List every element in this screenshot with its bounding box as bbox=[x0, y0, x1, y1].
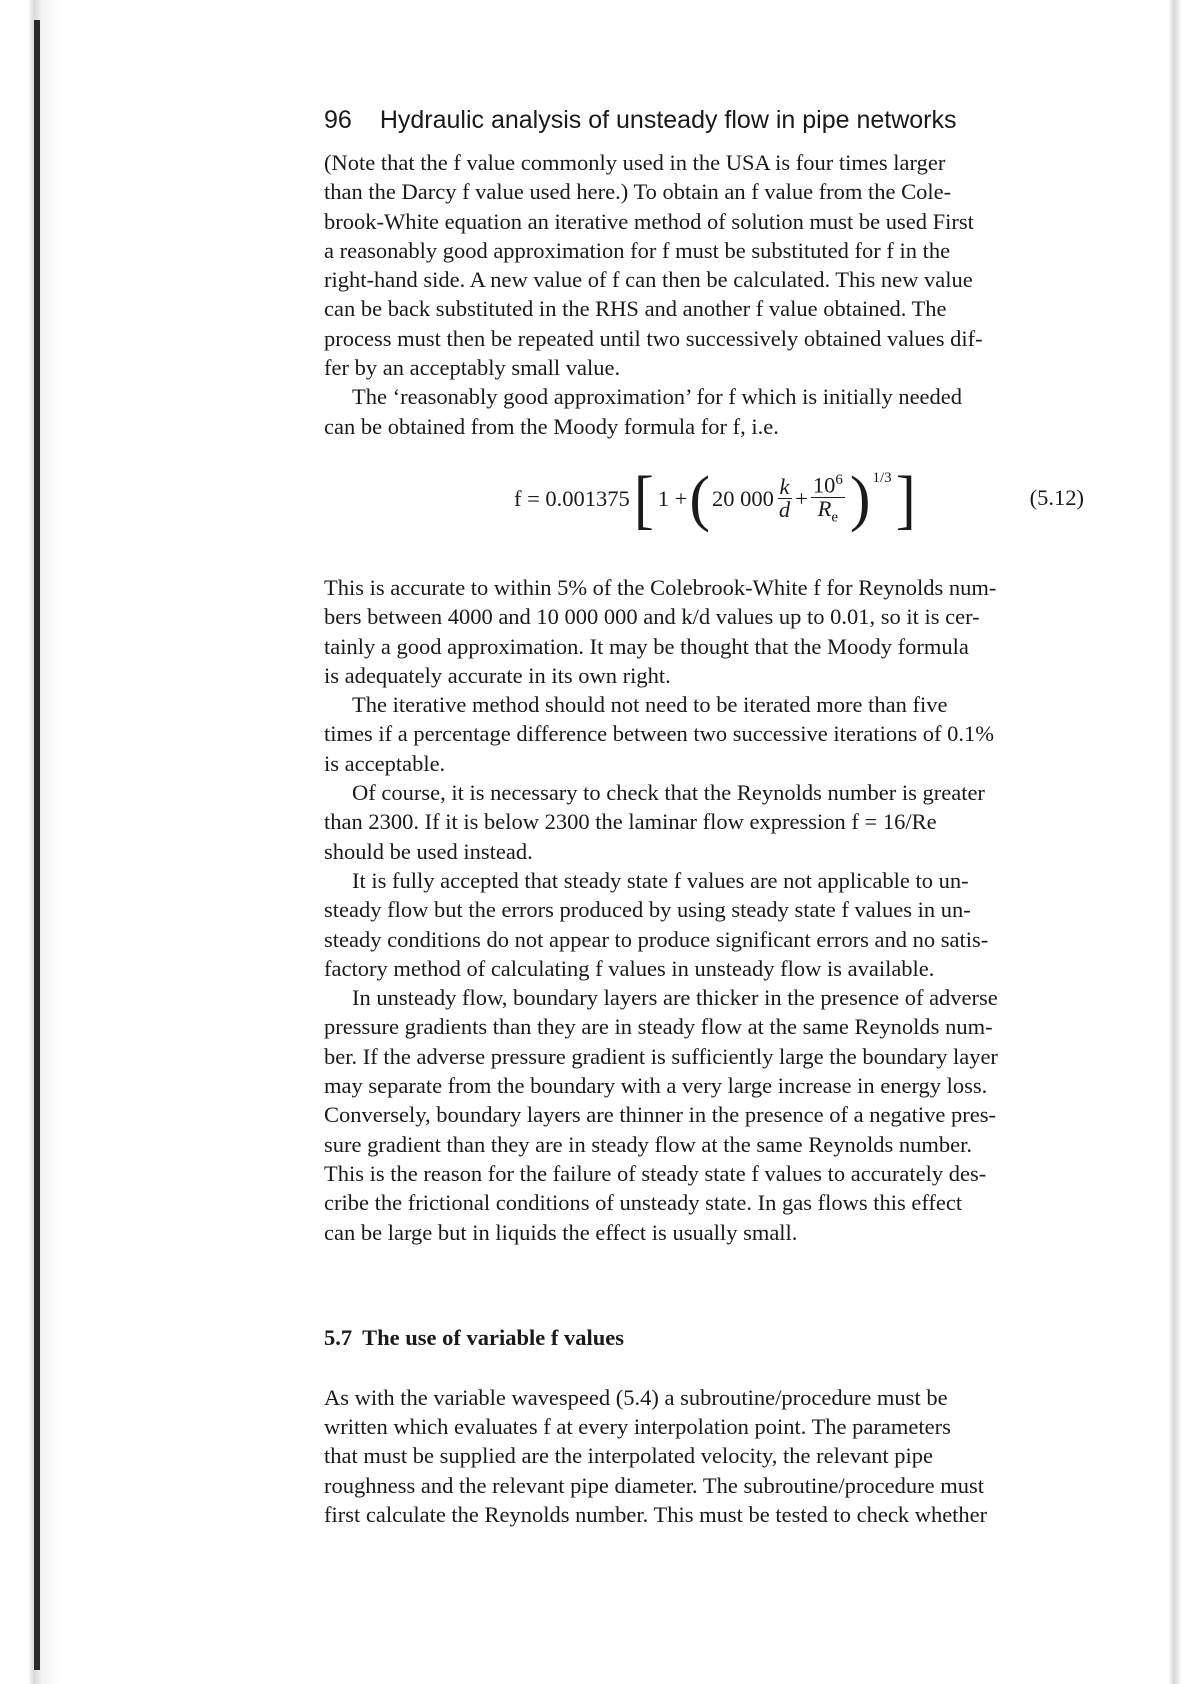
text-line: cribe the frictional conditions of unsteady state. In gas flows this effect bbox=[324, 1190, 963, 1216]
text-line: right-hand side. A new value of f can then be calculated. This new value bbox=[324, 267, 973, 293]
text-line: process must then be repeated until two successively obtained values dif- bbox=[324, 325, 983, 351]
fraction-ten6-over-re bbox=[811, 469, 845, 528]
paragraph-7 bbox=[324, 983, 1084, 1247]
paragraph-1 bbox=[324, 148, 1084, 382]
text-line: factory method of calculating f values in unsteady flow is available. bbox=[324, 955, 935, 981]
book-page bbox=[324, 104, 1084, 1529]
section-number: 5.7 bbox=[324, 1324, 353, 1350]
fraction-k-over-d bbox=[777, 476, 792, 521]
text-line: can be large but in liquids the effect is usually small. bbox=[324, 1219, 798, 1245]
text-line: should be used instead. bbox=[324, 838, 533, 864]
equation-coefficient: 20 000 bbox=[712, 485, 774, 511]
text-line: a reasonably good approximation for f must be substituted for f in the bbox=[324, 237, 951, 263]
equation-body bbox=[514, 462, 920, 536]
text-line: This is the reason for the failure of steady state f values to accurately des- bbox=[324, 1160, 987, 1186]
text-line: can be obtained from the Moody formula for f, i.e. bbox=[324, 413, 779, 439]
ten-exponent: 6 bbox=[835, 472, 843, 489]
text-line: first calculate the Reynolds number. This must be tested to check whether bbox=[324, 1501, 988, 1527]
text-line: can be back substituted in the RHS and another f value obtained. The bbox=[324, 296, 947, 322]
scan-shadow-right bbox=[1150, 0, 1190, 1684]
right-bracket: ] bbox=[895, 462, 916, 536]
moody-formula-equation bbox=[324, 447, 1084, 565]
equation-one-plus: 1 + bbox=[657, 485, 688, 511]
text-line: times if a percentage difference between two successive iterations of 0.1% bbox=[324, 721, 994, 747]
text-line: roughness and the relevant pipe diameter. The subroutine/procedure must bbox=[324, 1472, 985, 1498]
text-line: Of course, it is necessary to check that the Reynolds number is greater bbox=[352, 780, 985, 806]
symbol-d: d bbox=[778, 497, 791, 523]
symbol-r: R bbox=[817, 495, 832, 521]
section-heading bbox=[324, 1325, 1084, 1351]
equation-plus: + bbox=[795, 485, 808, 511]
paragraph-2 bbox=[324, 382, 1084, 441]
text-line: Conversely, boundary layers are thinner in the presence of a negative pres- bbox=[324, 1102, 997, 1128]
right-paren: ) bbox=[849, 464, 871, 533]
page-number: 96 bbox=[324, 106, 352, 134]
text-line: (Note that the f value commonly used in the USA is four times larger bbox=[324, 150, 946, 175]
text-line: bers between 4000 and 10 000 000 and k/d values up to 0.01, so it is cer- bbox=[324, 604, 980, 630]
section-title: The use of variable f values bbox=[362, 1324, 624, 1350]
text-line: sure gradient than they are in steady flow at the same Reynolds number. bbox=[324, 1131, 972, 1157]
text-line: As with the variable wavespeed (5.4) a subroutine/procedure must be bbox=[324, 1384, 948, 1410]
text-line: is acceptable. bbox=[324, 750, 446, 776]
paragraph-3 bbox=[324, 573, 1084, 690]
text-line: steady flow but the errors produced by using steady state f values in un- bbox=[324, 897, 971, 923]
text-line: tainly a good approximation. It may be thought that the Moody formula bbox=[324, 633, 969, 659]
paragraph-5 bbox=[324, 778, 1084, 866]
symbol-k: k bbox=[779, 474, 790, 500]
text-line: The ‘reasonably good approximation’ for f which is initially needed bbox=[352, 384, 963, 410]
left-bracket: [ bbox=[633, 462, 654, 536]
outer-exponent: 1/3 bbox=[872, 470, 892, 487]
text-line: pressure gradients than they are in steady flow at the same Reynolds num- bbox=[324, 1014, 993, 1040]
equation-lhs: f = 0.001375 bbox=[514, 485, 630, 511]
text-line: may separate from the boundary with a very large increase in energy loss. bbox=[324, 1073, 988, 1099]
text-line: than 2300. If it is below 2300 the laminar flow expression f = 16/Re bbox=[324, 809, 937, 835]
left-paren: ( bbox=[689, 464, 711, 533]
paragraph-8 bbox=[324, 1383, 1084, 1529]
text-line: This is accurate to within 5% of the Colebrook-White f for Reynolds num- bbox=[324, 574, 997, 600]
text-line: fer by an acceptably small value. bbox=[324, 355, 621, 381]
paragraph-4 bbox=[324, 690, 1084, 778]
running-title: Hydraulic analysis of unsteady flow in pipe networks bbox=[379, 106, 957, 134]
text-line: than the Darcy f value used here.) To obtain an f value from the Cole- bbox=[324, 179, 952, 205]
text-line: In unsteady flow, boundary layers are thicker in the presence of adverse bbox=[352, 985, 998, 1011]
text-line: written which evaluates f at every interpolation point. The parameters bbox=[324, 1414, 951, 1440]
text-line: brook-White equation an iterative method of solution must be used First bbox=[324, 208, 974, 234]
text-line: It is fully accepted that steady state f values are not applicable to un- bbox=[352, 867, 969, 893]
text-line: steady conditions do not appear to produce significant errors and no satis- bbox=[324, 926, 989, 952]
ten-base: 10 bbox=[812, 472, 836, 498]
scan-shadow-left bbox=[0, 0, 60, 1684]
text-line: is adequately accurate in its own right. bbox=[324, 662, 671, 688]
symbol-re-subscript: e bbox=[831, 509, 839, 526]
text-line: ber. If the adverse pressure gradient is sufficiently large the boundary layer bbox=[324, 1043, 998, 1069]
scan-binding-edge bbox=[34, 20, 40, 1670]
running-header bbox=[324, 104, 1084, 136]
text-line: The iterative method should not need to be iterated more than five bbox=[352, 692, 948, 718]
equation-number: (5.12) bbox=[1029, 484, 1084, 510]
text-line: that must be supplied are the interpolated velocity, the relevant pipe bbox=[324, 1443, 933, 1469]
paragraph-6 bbox=[324, 866, 1084, 983]
